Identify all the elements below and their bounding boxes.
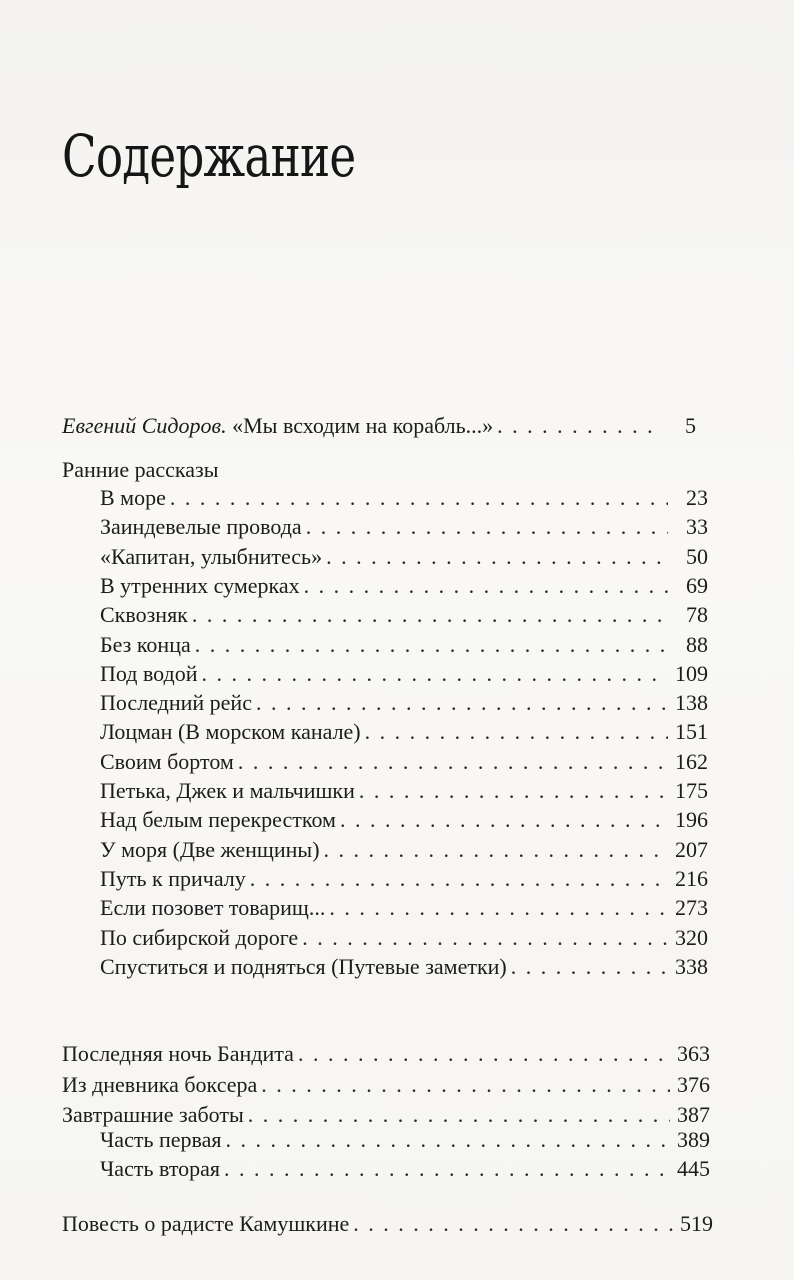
page-number: 216 [675, 865, 708, 891]
page-number: 196 [675, 807, 708, 833]
toc-entry [100, 513, 708, 541]
page-number: 50 [686, 543, 708, 569]
entry-title: Последняя ночь Бандита [62, 1041, 294, 1066]
entry-title: В море [100, 485, 166, 510]
leader-dots [195, 631, 668, 659]
entry-title: Из дневника боксера [62, 1071, 258, 1097]
entry-title: Заиндевелые провода [100, 514, 302, 540]
leader-dots [326, 543, 668, 571]
toc-entry [100, 777, 708, 805]
page-number: 162 [675, 748, 708, 774]
toc-entry [100, 718, 708, 746]
leader-dots [226, 1126, 671, 1154]
page-number: 69 [686, 572, 708, 598]
toc-entry [100, 660, 708, 688]
page-number: 33 [686, 514, 708, 540]
intro-title: «Мы всходим на корабль...» [232, 413, 494, 438]
page-number: 445 [677, 1156, 710, 1181]
toc-entry [62, 1101, 710, 1129]
entry-title: Лоцман (В морском канале) [100, 719, 361, 745]
entry-title: По сибирской дороге [100, 924, 299, 950]
page-number: 338 [675, 953, 708, 979]
toc-entry [100, 806, 708, 834]
leader-dots [261, 1071, 670, 1099]
leader-dots [365, 718, 668, 746]
toc-entry [100, 1126, 710, 1154]
page-number: 207 [675, 836, 708, 862]
entry-title: Над белым перекрестком [100, 807, 336, 833]
toc-entry-intro [62, 412, 696, 440]
page-number: 175 [675, 778, 708, 803]
page-number: 273 [675, 895, 708, 921]
section-title-early-stories: Ранние рассказы [62, 457, 219, 482]
toc-entry [100, 748, 708, 776]
page-heading: Содержание [62, 122, 356, 190]
entry-title: Без конца [100, 631, 191, 657]
entry-title: У моря (Две женщины) [100, 836, 320, 862]
leader-dots [298, 1040, 670, 1068]
leader-dots [250, 865, 668, 893]
entry-title: Завтрашние заботы [62, 1102, 244, 1127]
intro-author: Евгений Сидоров. [62, 413, 227, 438]
toc-entry [100, 601, 708, 629]
toc-entry [62, 1071, 710, 1099]
page-number: 363 [677, 1041, 710, 1066]
entry-title: Петька, Джек и мальчишки [100, 778, 355, 803]
leader-dots [248, 1101, 670, 1129]
page-number: 519 [680, 1211, 713, 1236]
entry-title: Своим бортом [100, 748, 234, 774]
leader-dots [238, 748, 668, 776]
toc-entry [62, 1210, 713, 1238]
toc-entry [100, 836, 708, 864]
entry-title: Часть первая [100, 1127, 222, 1152]
entry-title: Последний рейс [100, 690, 252, 716]
leader-dots [202, 660, 668, 688]
toc-entry [100, 1155, 710, 1183]
toc-entry [100, 689, 708, 717]
page-number: 88 [686, 631, 708, 657]
toc-entry [62, 1040, 710, 1068]
leader-dots [497, 412, 656, 440]
toc-entry [100, 924, 708, 952]
leader-dots [359, 777, 668, 805]
toc-entry [100, 631, 708, 659]
page-number: 387 [677, 1102, 710, 1127]
entry-title: Повесть о радисте Камушкине [62, 1211, 350, 1236]
leader-dots [304, 572, 668, 600]
leader-dots [256, 689, 668, 717]
toc-entry [100, 953, 708, 981]
entry-title: В утренних сумерках [100, 572, 300, 598]
leader-dots [302, 924, 668, 952]
leader-dots [224, 1155, 670, 1183]
leader-dots [306, 513, 668, 541]
entry-title: Часть вторая [100, 1156, 221, 1181]
leader-dots [324, 836, 668, 864]
toc-entry [100, 894, 708, 922]
entry-title: Путь к причалу [100, 865, 246, 891]
page-number: 151 [675, 719, 708, 745]
toc-entry [100, 543, 708, 571]
entry-title: Сквозняк [100, 602, 188, 628]
page-number: 109 [675, 660, 708, 686]
leader-dots [192, 601, 668, 629]
entry-title: Спуститься и подняться (Путевые заметки) [100, 953, 507, 979]
toc-entry [100, 572, 708, 600]
entry-title: «Капитан, улыбнитесь» [100, 543, 323, 569]
leader-dots [340, 806, 668, 834]
page-number: 376 [677, 1071, 710, 1097]
leader-dots [511, 953, 668, 981]
leader-dots [170, 484, 668, 512]
entry-title: Если позовет товарищ... [100, 895, 326, 921]
page-number: 389 [677, 1127, 710, 1152]
page-number: 78 [686, 602, 708, 628]
page-number: 320 [675, 924, 708, 950]
page-number: 23 [686, 485, 708, 510]
page-number: 138 [675, 690, 708, 716]
entry-title: Под водой [100, 660, 198, 686]
toc-entry [100, 865, 708, 893]
leader-dots [329, 894, 668, 922]
leader-dots [353, 1210, 673, 1238]
toc-entry [100, 484, 708, 512]
page-number: 5 [685, 413, 696, 438]
